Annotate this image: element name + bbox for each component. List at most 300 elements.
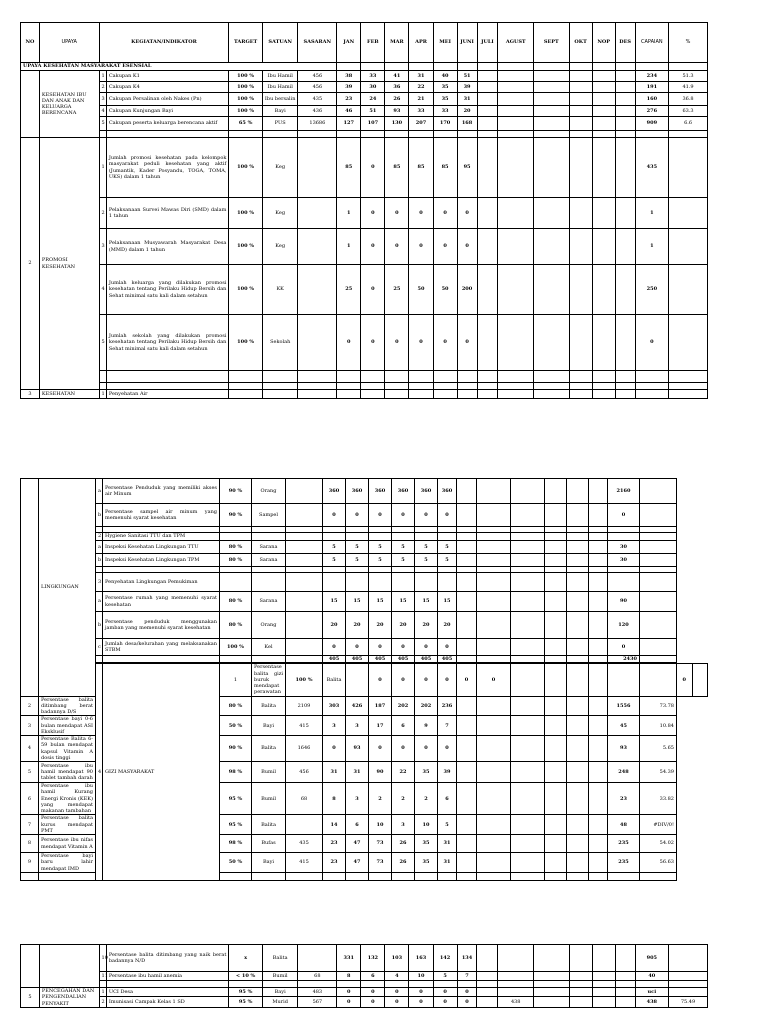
table-row — [21, 664, 708, 696]
upaya-cell: LINGKUNGAN — [39, 479, 96, 697]
empty-cell — [96, 656, 103, 663]
target-cell: 98 % — [220, 835, 252, 853]
month-value: 0 — [346, 639, 369, 656]
month-value — [498, 117, 534, 131]
month-value — [534, 138, 570, 198]
indicator-cell: Persentase bayi 0-6 bulan mendapat ASI Eksklusif — [39, 716, 96, 736]
indicator-cell: Cakupan Kunjungan Bayi — [106, 106, 229, 117]
month-value: 360 — [438, 479, 457, 504]
indicator-cell: Pelaksanaan Musyawarah Masyarakat Desa (MMD) dalam 1 tahun — [106, 229, 229, 265]
row-number: 1 — [99, 71, 106, 82]
month-value — [511, 639, 545, 656]
empty-cell — [534, 131, 570, 138]
empty-cell — [337, 383, 361, 390]
capaian-cell: uci — [635, 988, 669, 997]
table-row — [21, 592, 708, 612]
header-no: NO — [21, 23, 40, 63]
persen-cell — [669, 972, 708, 981]
target-cell: 95 % — [229, 997, 263, 1007]
empty-cell — [589, 872, 608, 880]
target-cell: 50 % — [220, 716, 252, 736]
empty-cell — [569, 371, 592, 383]
persen-cell: 6.6 — [669, 117, 708, 131]
month-value — [569, 71, 592, 82]
month-value: 15 — [415, 592, 438, 612]
empty-cell — [457, 390, 477, 399]
target-cell: 65 % — [229, 117, 263, 131]
month-value: 25 — [385, 265, 409, 315]
header-month: MAR — [385, 23, 409, 63]
month-value — [567, 783, 589, 815]
month-value — [477, 198, 498, 229]
month-value: 15 — [369, 592, 392, 612]
satuan-cell: PUS — [262, 117, 298, 131]
empty-cell — [298, 390, 337, 399]
month-value: 23 — [323, 853, 346, 873]
month-value: 360 — [369, 479, 392, 504]
month-value: 17 — [369, 716, 392, 736]
empty-cell — [361, 981, 385, 988]
month-value: 5 — [323, 541, 346, 554]
empty-cell — [567, 533, 589, 541]
month-value: 0 — [409, 988, 433, 997]
empty-cell — [433, 131, 457, 138]
month-value: 0 — [415, 639, 438, 656]
month-value: 15 — [323, 592, 346, 612]
month-value — [589, 479, 608, 504]
month-value — [567, 664, 589, 696]
empty-cell — [252, 533, 286, 541]
month-value: 438 — [498, 997, 534, 1007]
month-value — [457, 504, 477, 527]
month-value — [534, 315, 570, 371]
month-value — [534, 71, 570, 82]
indicator-cell: Jumlah sekolah yang dilakukan promosi kesehatan tentang Perilaku Hidup Bersih dan Sehat minimal satu kali dalam setahun — [106, 315, 229, 371]
empty-cell — [346, 573, 369, 592]
month-value — [592, 229, 615, 265]
month-value: 5 — [438, 541, 457, 554]
month-value: 5 — [438, 815, 457, 835]
month-value — [457, 736, 477, 762]
empty-cell — [457, 371, 477, 383]
no-cell — [21, 945, 40, 988]
month-value: 30 — [361, 82, 385, 93]
empty-cell — [220, 533, 252, 541]
month-value: 0 — [323, 736, 346, 762]
empty-cell — [635, 131, 669, 138]
header-sasaran: SASARAN — [298, 23, 337, 63]
table-row — [21, 988, 708, 997]
month-value: 85 — [385, 138, 409, 198]
capaian-cell: 1556 — [608, 696, 640, 716]
empty-cell — [99, 383, 106, 390]
month-value: 0 — [369, 504, 392, 527]
row-number: 4 — [21, 736, 39, 762]
empty-cell — [640, 533, 677, 541]
persen-cell — [640, 554, 677, 567]
empty-cell — [477, 573, 511, 592]
month-value — [511, 504, 545, 527]
month-value — [592, 945, 615, 972]
month-value — [567, 736, 589, 762]
month-value: 40 — [433, 71, 457, 82]
month-value: 15 — [392, 592, 415, 612]
empty-cell — [106, 981, 229, 988]
header-month: OKT — [569, 23, 592, 63]
month-value — [534, 117, 570, 131]
month-value — [477, 815, 511, 835]
month-value: 93 — [346, 736, 369, 762]
empty-cell — [635, 390, 669, 399]
target-cell: 98 % — [220, 762, 252, 783]
capaian-cell: 120 — [608, 612, 640, 639]
upaya-cell — [39, 945, 99, 988]
month-value — [498, 93, 534, 106]
month-value — [615, 106, 635, 117]
month-value — [592, 265, 615, 315]
empty-cell — [457, 981, 477, 988]
indicator-cell: Cakupan K4 — [106, 82, 229, 93]
persen-cell — [669, 265, 708, 315]
spacer-row — [21, 383, 708, 390]
month-value: 0 — [433, 229, 457, 265]
month-value — [567, 592, 589, 612]
month-value: 0 — [477, 664, 511, 696]
month-value — [498, 229, 534, 265]
month-value — [511, 554, 545, 567]
empty-cell — [457, 533, 477, 541]
empty-cell — [229, 390, 263, 399]
indicator-cell: Imunisasi Campak Kelas 1 SD — [106, 997, 229, 1007]
month-value: 41 — [385, 71, 409, 82]
indicator-cell: Persentase bayi baru lahir mendapat IMD — [39, 853, 96, 873]
spacer-row — [21, 981, 708, 988]
empty-cell — [545, 573, 567, 592]
month-value: 3 — [346, 716, 369, 736]
month-value — [615, 93, 635, 106]
month-value: 0 — [457, 988, 477, 997]
persen-cell — [640, 504, 677, 527]
month-value: 0 — [385, 198, 409, 229]
month-value: 0 — [392, 504, 415, 527]
month-value — [498, 198, 534, 229]
month-value — [567, 639, 589, 656]
empty-cell — [534, 383, 570, 390]
capaian-cell: 234 — [635, 71, 669, 82]
empty-cell — [99, 371, 106, 383]
month-value — [511, 762, 545, 783]
header-month: SEPT — [534, 23, 570, 63]
month-value — [592, 972, 615, 981]
empty-cell — [337, 131, 361, 138]
target-cell: 100 % — [229, 106, 263, 117]
empty-cell — [569, 390, 592, 399]
month-value — [569, 997, 592, 1007]
table-row — [21, 117, 708, 131]
month-value: 20 — [323, 612, 346, 639]
empty-cell — [635, 371, 669, 383]
month-value — [545, 783, 567, 815]
table-row — [21, 138, 708, 198]
row-number: 4 — [99, 106, 106, 117]
month-value: 20 — [457, 106, 477, 117]
row-number: 5 — [21, 762, 39, 783]
empty-cell — [433, 383, 457, 390]
sasaran-cell: 2109 — [286, 696, 323, 716]
month-value — [589, 736, 608, 762]
month-value — [545, 762, 567, 783]
month-value — [511, 835, 545, 853]
empty-cell — [592, 981, 615, 988]
month-value — [477, 612, 511, 639]
month-value — [534, 229, 570, 265]
subheading-row — [21, 390, 708, 399]
row-number: a — [96, 592, 103, 612]
table-row — [21, 93, 708, 106]
target-cell: 80 % — [220, 612, 252, 639]
empty-cell — [262, 383, 298, 390]
month-value: 202 — [392, 696, 415, 716]
empty-cell — [615, 131, 635, 138]
month-value: 31 — [438, 835, 457, 853]
satuan-cell: Ibu Hamil — [262, 82, 298, 93]
sasaran-cell: 456 — [298, 82, 337, 93]
month-value — [567, 716, 589, 736]
empty-cell — [457, 872, 477, 880]
target-cell: 100 % — [229, 93, 263, 106]
month-value — [477, 93, 498, 106]
persen-cell: 10.84 — [640, 716, 677, 736]
month-value: 0 — [415, 504, 438, 527]
month-value: 20 — [392, 612, 415, 639]
month-value — [567, 835, 589, 853]
header-month: APR — [409, 23, 433, 63]
satuan-cell: Ibu Hamil — [262, 71, 298, 82]
month-value: 35 — [433, 82, 457, 93]
empty-cell — [457, 131, 477, 138]
table-part-1 — [20, 22, 708, 399]
sasaran-cell: 68 — [298, 972, 337, 981]
empty-cell — [229, 371, 263, 383]
empty-cell — [415, 872, 438, 880]
month-value — [545, 479, 567, 504]
empty-cell — [589, 533, 608, 541]
empty-cell — [477, 371, 498, 383]
table-row — [21, 972, 708, 981]
month-value: 236 — [438, 696, 457, 716]
month-value — [567, 853, 589, 873]
row-number: 3 — [99, 229, 106, 265]
month-value — [511, 716, 545, 736]
month-value: 20 — [438, 612, 457, 639]
month-value — [498, 972, 534, 981]
month-value: 36 — [385, 82, 409, 93]
month-value: 3 — [392, 815, 415, 835]
capaian-cell: 191 — [635, 82, 669, 93]
month-value: 5 — [392, 541, 415, 554]
empty-cell — [534, 390, 570, 399]
empty-cell — [608, 533, 640, 541]
empty-cell — [438, 573, 457, 592]
row-number: 2 — [96, 533, 103, 541]
month-value: 0 — [385, 997, 409, 1007]
row-number: 3 — [21, 716, 39, 736]
empty-cell — [567, 872, 589, 880]
empty-cell — [385, 390, 409, 399]
empty-cell — [337, 371, 361, 383]
capaian-cell: 0 — [677, 664, 693, 696]
month-value — [534, 93, 570, 106]
month-value — [615, 71, 635, 82]
month-value: 6 — [392, 716, 415, 736]
satuan-cell: Balita — [323, 664, 346, 696]
satuan-cell: Ibu bersalin — [262, 93, 298, 106]
satuan-cell: Murid — [262, 997, 298, 1007]
month-value — [569, 82, 592, 93]
no-cell: 4 — [96, 664, 103, 881]
empty-cell — [438, 872, 457, 880]
empty-cell — [569, 131, 592, 138]
header-month: JULI — [477, 23, 498, 63]
empty-cell — [346, 533, 369, 541]
row-number: b — [96, 554, 103, 567]
month-value: 0 — [385, 315, 409, 371]
capaian-cell: 0 — [635, 315, 669, 371]
month-value — [534, 106, 570, 117]
persen-cell — [692, 664, 708, 696]
header-kegiatan: KEGIATAN/INDIKATOR — [99, 23, 229, 63]
empty-cell — [385, 371, 409, 383]
month-value — [511, 479, 545, 504]
month-value: 33 — [361, 71, 385, 82]
sasaran-cell: 456 — [286, 762, 323, 783]
row-number: 5 — [99, 117, 106, 131]
empty-cell — [103, 656, 220, 663]
header-target: TARGET — [229, 23, 263, 63]
sasaran-cell: 436 — [298, 106, 337, 117]
month-value — [567, 696, 589, 716]
target-cell: 80 % — [220, 592, 252, 612]
capaian-cell: 90 — [608, 592, 640, 612]
indicator-cell: Jumlah keluarga yang dilakukan promosi kesehatan tentang Perilaku Hidup Bersih dan Sehat minimal satu kali dalam setahun — [106, 265, 229, 315]
month-value — [592, 138, 615, 198]
month-value: 31 — [346, 762, 369, 783]
row-number: 3 — [99, 93, 106, 106]
empty-cell — [361, 131, 385, 138]
month-value: 51 — [457, 71, 477, 82]
indicator-cell: Persentase ibu hamil anemia — [106, 972, 229, 981]
month-value — [567, 762, 589, 783]
month-value: 5 — [415, 554, 438, 567]
month-value: 8 — [323, 783, 346, 815]
row-number: 1 — [99, 138, 106, 198]
upaya-cell: KESEHATAN IBU DAN ANAK DAN KELUARGA BERENCANA — [39, 71, 99, 138]
month-value — [589, 639, 608, 656]
header-row — [21, 23, 708, 63]
month-value — [545, 541, 567, 554]
target-cell: 80 % — [220, 541, 252, 554]
month-value — [569, 138, 592, 198]
empty-cell — [392, 573, 415, 592]
month-value — [615, 945, 635, 972]
month-value — [477, 853, 511, 873]
capaian-cell: 1 — [635, 229, 669, 265]
month-value — [545, 664, 567, 696]
section-title-row — [21, 63, 708, 71]
empty-cell — [361, 383, 385, 390]
empty-cell — [498, 371, 534, 383]
month-value — [545, 716, 567, 736]
total-value: 405 — [392, 656, 415, 663]
persen-cell: 75.49 — [669, 997, 708, 1007]
month-value — [477, 997, 498, 1007]
month-value: 0 — [361, 198, 385, 229]
month-value — [567, 815, 589, 835]
row-number: 2 — [21, 696, 39, 716]
empty-cell — [229, 383, 263, 390]
month-value — [477, 138, 498, 198]
indicator-cell: Persentase rumah yang memenuhi syarat kesehatan — [103, 592, 220, 612]
month-value — [592, 82, 615, 93]
month-value: 85 — [433, 138, 457, 198]
month-value: 10 — [409, 972, 433, 981]
indicator-cell: Persentase ibu hamil Kurang Energi Kronis (KEK) yang mendapat makanan tambahan — [39, 783, 96, 815]
table-row — [21, 198, 708, 229]
month-value: 0 — [346, 504, 369, 527]
month-value — [498, 945, 534, 972]
month-value — [498, 106, 534, 117]
month-value: 47 — [346, 835, 369, 853]
sasaran-cell — [286, 541, 323, 554]
month-value: 0 — [433, 315, 457, 371]
month-value: 0 — [457, 315, 477, 371]
month-value: 303 — [323, 696, 346, 716]
upaya-cell: PENCEGAHAN DAN PENGENDALIAN PENYAKIT — [39, 988, 99, 1008]
empty-cell — [409, 371, 433, 383]
month-value: 0 — [457, 997, 477, 1007]
month-value: 51 — [361, 106, 385, 117]
month-value: 360 — [323, 479, 346, 504]
month-value: 26 — [392, 835, 415, 853]
month-value: 132 — [361, 945, 385, 972]
month-value: 23 — [323, 835, 346, 853]
month-value — [477, 592, 511, 612]
month-value: 15 — [346, 592, 369, 612]
month-value — [589, 612, 608, 639]
month-value — [511, 783, 545, 815]
capaian-cell: 23 — [608, 783, 640, 815]
empty-cell — [106, 383, 229, 390]
empty-cell — [262, 390, 298, 399]
sasaran-cell — [286, 612, 323, 639]
header-month: DES — [615, 23, 635, 63]
empty-cell — [229, 981, 263, 988]
capaian-cell: 160 — [635, 93, 669, 106]
month-value — [477, 265, 498, 315]
month-value: 5 — [392, 554, 415, 567]
persen-cell — [640, 592, 677, 612]
no-cell: 5 — [21, 988, 40, 1008]
month-value — [477, 82, 498, 93]
month-value: 33 — [409, 106, 433, 117]
satuan-cell: Bufas — [252, 835, 286, 853]
month-value — [457, 853, 477, 873]
empty-cell — [369, 533, 392, 541]
persen-cell — [640, 639, 677, 656]
month-value — [477, 479, 511, 504]
month-value: 0 — [361, 138, 385, 198]
month-value — [589, 815, 608, 835]
